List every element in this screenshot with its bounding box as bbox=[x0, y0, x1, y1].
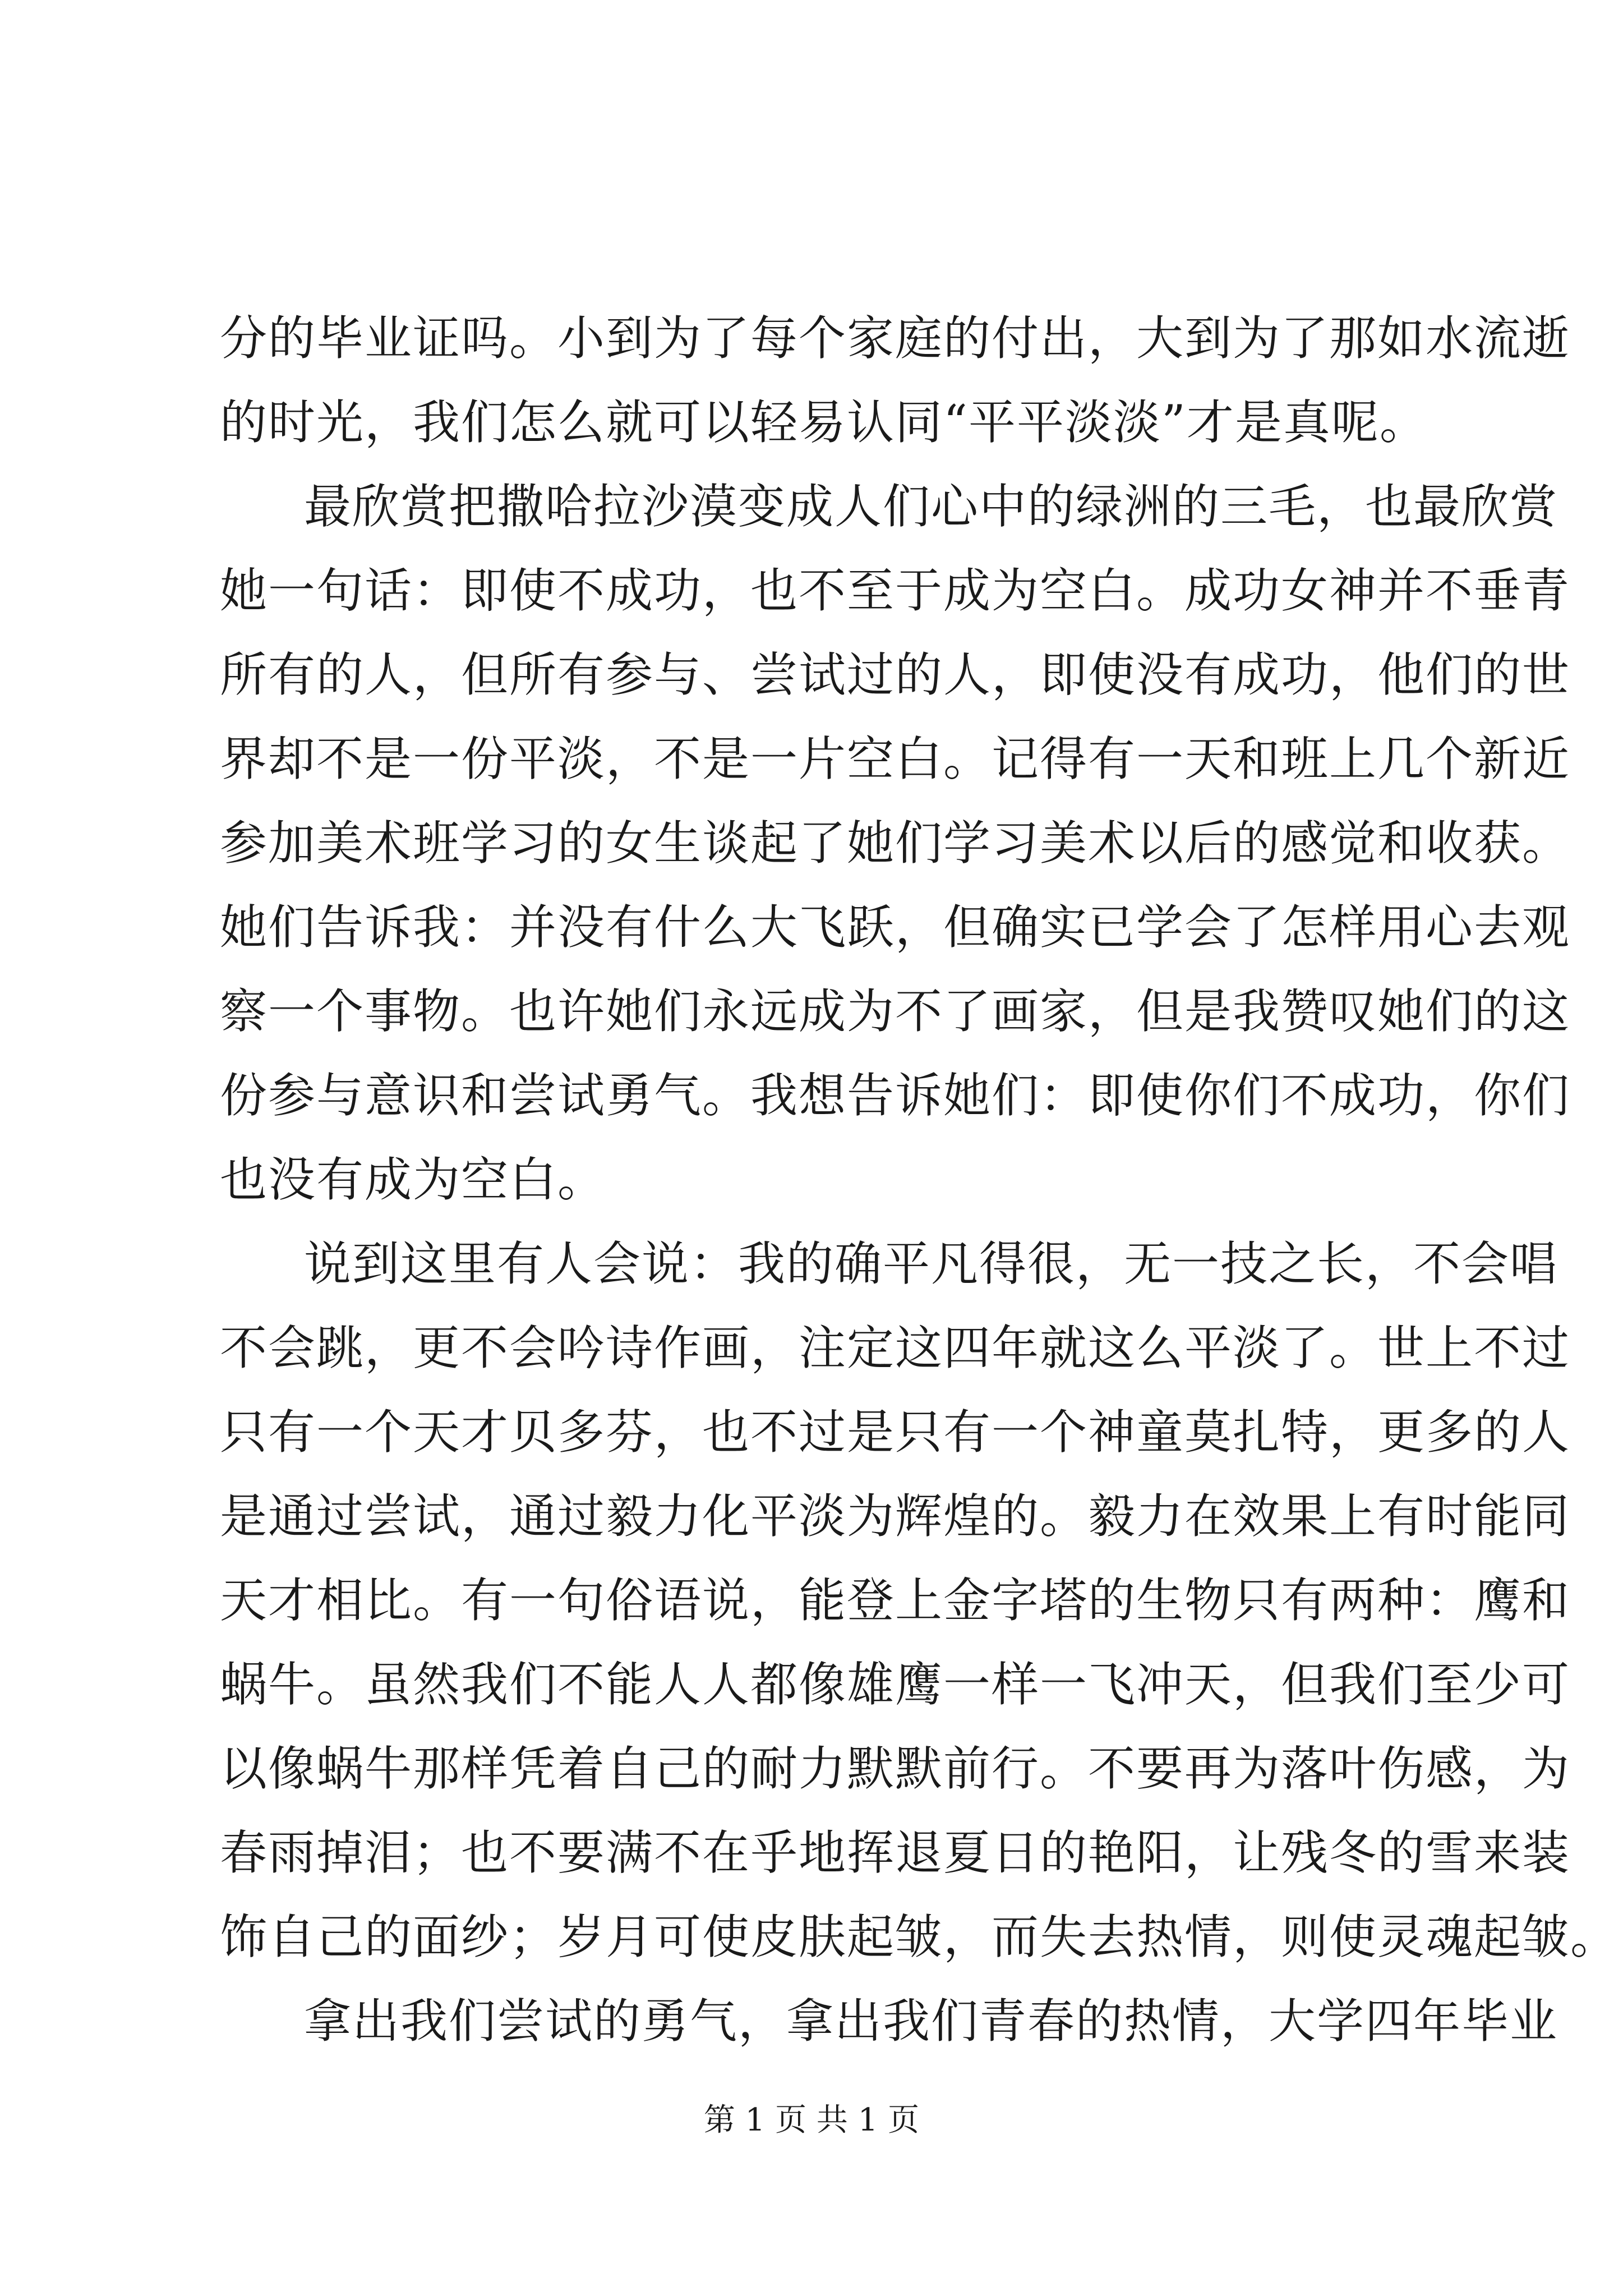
paragraph-start-line: 说到这里有人会说：我的确平凡得很，无一技之长，不会唱 bbox=[304, 1236, 1559, 1291]
text-line: 的时光，我们怎么就可以轻易认同“平平淡淡”才是真呢。 bbox=[220, 395, 1428, 450]
text-line: 察一个事物。也许她们永远成为不了画家，但是我赞叹她们的这 bbox=[220, 984, 1571, 1039]
text-line: 她一句话：即使不成功，也不至于成为空白。成功女神并不垂青 bbox=[220, 563, 1571, 618]
paragraph-start-line: 最欣赏把撒哈拉沙漠变成人们心中的绿洲的三毛，也最欣赏 bbox=[304, 479, 1559, 534]
text-line: 饰自己的面纱；岁月可使皮肤起皱，而失去热情，则使灵魂起皱。 bbox=[220, 1910, 1619, 1964]
text-line: 春雨掉泪；也不要满不在乎地挥退夏日的艳阳，让残冬的雪来装 bbox=[220, 1825, 1571, 1880]
text-line: 界却不是一份平淡，不是一片空白。记得有一天和班上几个新近 bbox=[220, 731, 1571, 786]
text-line: 参加美术班学习的女生谈起了她们学习美术以后的感觉和收获。 bbox=[220, 816, 1571, 871]
text-line: 份参与意识和尝试勇气。我想告诉她们：即使你们不成功，你们 bbox=[220, 1068, 1571, 1123]
body-text bbox=[220, 296, 1619, 2063]
paragraph-start-line: 拿出我们尝试的勇气，拿出我们青春的热情，大学四年毕业 bbox=[304, 1994, 1559, 2049]
text-line: 是通过尝试，通过毅力化平淡为辉煌的。毅力在效果上有时能同 bbox=[220, 1489, 1571, 1544]
text-line: 天才相比。有一句俗语说，能登上金字塔的生物只有两种：鹰和 bbox=[220, 1573, 1571, 1628]
page-footer: 第 1 页 共 1 页 bbox=[703, 2102, 920, 2138]
text-line: 只有一个天才贝多芬，也不过是只有一个神童莫扎特，更多的人 bbox=[220, 1405, 1571, 1460]
text-line: 以像蜗牛那样凭着自己的耐力默默前行。不要再为落叶伤感，为 bbox=[220, 1741, 1571, 1796]
text-line: 也没有成为空白。 bbox=[220, 1152, 606, 1207]
text-line: 分的毕业证吗。小到为了每个家庭的付出，大到为了那如水流逝 bbox=[220, 311, 1571, 366]
text-line: 蜗牛。虽然我们不能人人都像雄鹰一样一飞冲天，但我们至少可 bbox=[220, 1657, 1571, 1712]
text-line: 不会跳，更不会吟诗作画，注定这四年就这么平淡了。世上不过 bbox=[220, 1320, 1571, 1375]
text-line: 所有的人，但所有参与、尝试过的人，即使没有成功，他们的世 bbox=[220, 647, 1571, 702]
text-line: 她们告诉我：并没有什么大飞跃，但确实已学会了怎样用心去观 bbox=[220, 900, 1571, 955]
